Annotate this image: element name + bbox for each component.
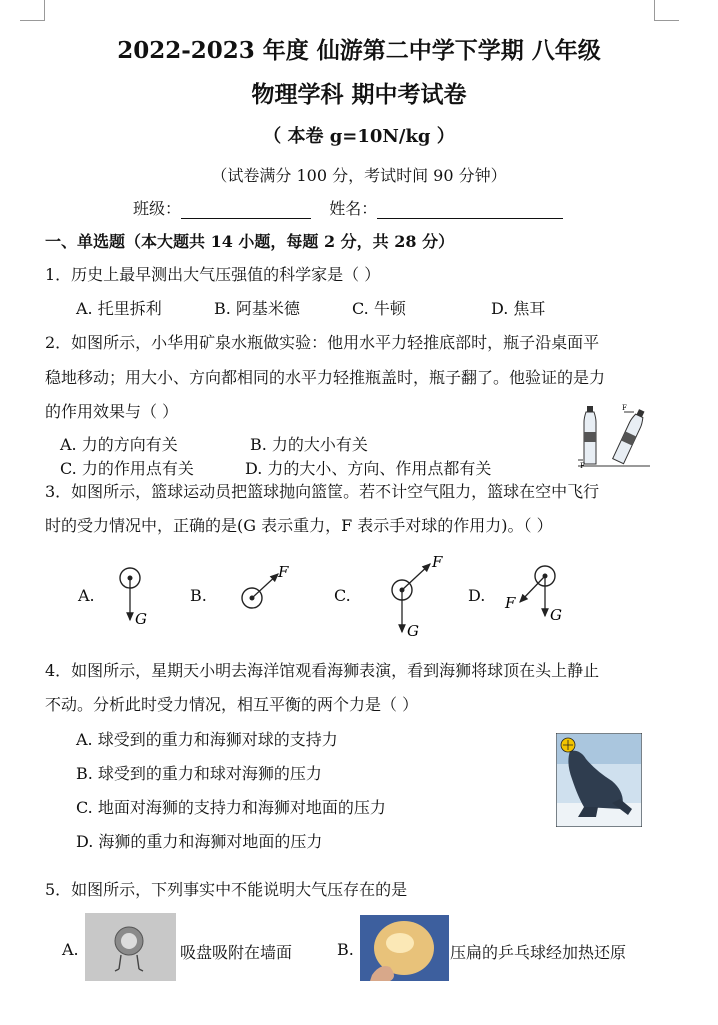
bottle-experiment-figure	[578, 402, 650, 470]
question-3-line2: 时的受力情况中，正确的是(G 表示重力，F 表示手对球的作用力)。（ ）	[45, 516, 553, 535]
corner-mark-right	[654, 0, 679, 21]
diagram-a-g-label: G	[135, 610, 147, 628]
diagram-a-ball-icon	[120, 568, 147, 628]
sea-lion-photo	[556, 733, 642, 827]
question-4-line1: 4．如图所示，星期天小明去海洋馆观看海狮表演，看到海狮将球顶在头上静止	[45, 661, 600, 680]
exam-gravity-note: （ 本卷 g=10N/kg ）	[263, 126, 455, 147]
section-heading: 一、单选题（本大题共 14 小题，每题 2 分，共 28 分）	[45, 232, 455, 251]
question-1-stem: 1．历史上最早测出大气压强值的科学家是（ ）	[45, 265, 381, 284]
diagram-b-ball-icon	[242, 563, 289, 608]
name-blank	[377, 202, 563, 219]
diagram-d-g-label: G	[550, 606, 562, 624]
exam-score-time-note: （试卷满分 100 分，考试时间 90 分钟）	[211, 166, 507, 185]
question-3-option-b: B.	[190, 586, 207, 605]
question-2-option-b: B. 力的大小有关	[250, 435, 368, 454]
diagram-c-f-label: F	[432, 553, 443, 571]
question-5-option-a-label: A.	[62, 940, 79, 959]
question-3-option-a: A.	[78, 586, 95, 605]
tilted-bottle-icon	[613, 408, 648, 464]
exam-title-line1: 2022-2023 年度 仙游第二中学下学期 八年级	[117, 37, 601, 64]
question-3-line1: 3．如图所示，篮球运动员把篮球抛向篮筐。若不计空气阻力，篮球在空中飞行	[45, 482, 600, 501]
question-4-option-d: D. 海狮的重力和海狮对地面的压力	[76, 832, 323, 851]
force-label-top: F	[622, 404, 627, 412]
question-3-option-c: C.	[334, 586, 351, 605]
question-5-stem: 5．如图所示，下列事实中不能说明大气压存在的是	[45, 880, 408, 899]
class-blank	[181, 202, 311, 219]
diagram-b-f-label: F	[278, 563, 289, 581]
question-2-line3: 的作用效果与（ ）	[45, 402, 179, 421]
question-1-option-a: A. 托里拆利	[76, 299, 162, 318]
question-3-option-d: D.	[468, 586, 486, 605]
diagram-c-ball-icon	[392, 553, 443, 640]
question-4-option-a: A. 球受到的重力和海狮对球的支持力	[76, 730, 338, 749]
diagram-c-g-label: G	[407, 622, 419, 640]
force-diagrams	[100, 550, 600, 642]
question-4-line2: 不动。分析此时受力情况，相互平衡的两个力是（ ）	[45, 695, 419, 714]
corner-mark-left	[20, 0, 45, 21]
force-label-bottom: F	[580, 462, 585, 470]
question-1-option-c: C. 牛顿	[352, 299, 406, 318]
question-5-option-a-text: 吸盘吸附在墙面	[180, 943, 293, 962]
question-1-option-d: D. 焦耳	[491, 299, 546, 318]
ping-pong-ball-photo	[360, 915, 449, 981]
question-2-option-c: C. 力的作用点有关	[60, 459, 194, 478]
diagram-d-ball-icon	[504, 566, 562, 624]
exam-title-line2: 物理学科 期中考试卷	[251, 81, 467, 108]
suction-cup-photo	[85, 913, 176, 981]
question-2-line1: 2．如图所示，小华用矿泉水瓶做实验：他用水平力轻推底部时，瓶子沿桌面平	[45, 333, 600, 352]
question-2-option-d: D. 力的大小、方向、作用点都有关	[245, 459, 492, 478]
question-5-option-b-label: B.	[337, 940, 354, 959]
question-4-option-b: B. 球受到的重力和球对海狮的压力	[76, 764, 322, 783]
upright-bottle-icon	[584, 406, 596, 464]
question-2-option-a: A. 力的方向有关	[60, 435, 178, 454]
class-field	[133, 196, 563, 219]
name-label: 姓名：	[329, 199, 378, 218]
question-5-option-b-text: 压扁的乒乓球经加热还原	[450, 943, 627, 962]
class-label: 班级：	[133, 199, 182, 218]
question-4-option-c: C. 地面对海狮的支持力和海狮对地面的压力	[76, 798, 386, 817]
question-1-option-b: B. 阿基米德	[214, 299, 300, 318]
question-2-line2: 稳地移动；用大小、方向都相同的水平力轻推瓶盖时，瓶子翻了。他验证的是力	[45, 368, 606, 387]
diagram-d-f-label: F	[505, 594, 516, 612]
